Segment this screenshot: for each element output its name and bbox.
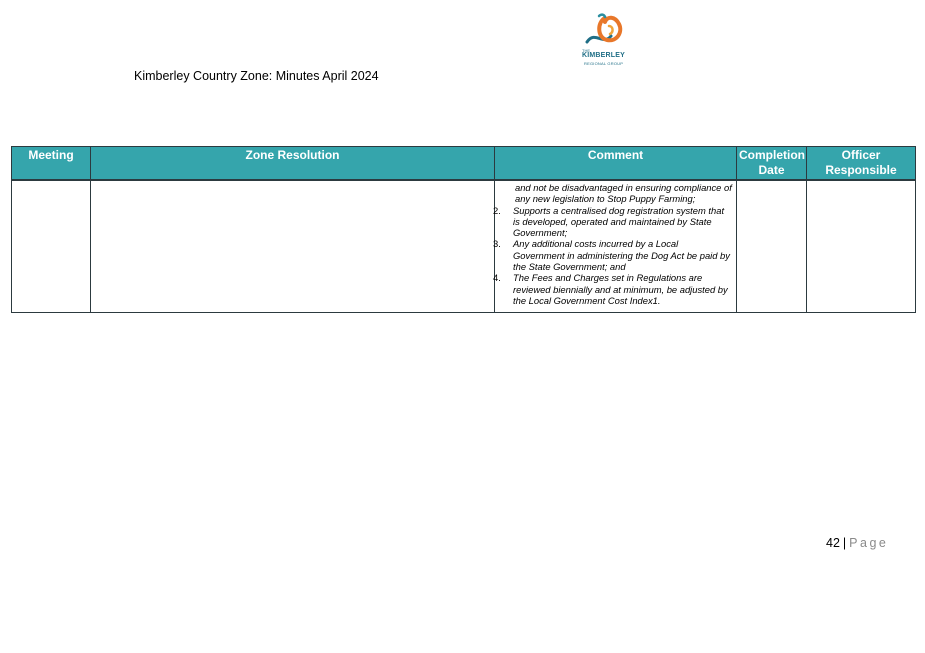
page-footer [826, 536, 888, 550]
comment-list-item [495, 205, 732, 239]
column-header-comment: Comment [495, 147, 737, 181]
minutes-table [11, 146, 916, 313]
column-header-officer-responsible: Officer Responsible [807, 147, 916, 181]
comment-list-item [495, 238, 732, 272]
logo-name: KIMBERLEY [582, 52, 626, 59]
comment-continuation: and not be disadvantaged in ensuring compliance of any new legislation to Stop Puppy Farming; [515, 182, 732, 205]
logo-small-text: THE [582, 48, 590, 53]
list-item-text: Supports a centralised dog registration system that is developed, operated and maintained by State Government; [513, 204, 725, 239]
cell-officer-responsible [807, 180, 916, 313]
list-item-number: 2. [493, 204, 501, 216]
column-header-zone-resolution: Zone Resolution [91, 147, 495, 181]
page-separator: | [842, 536, 847, 550]
cell-comment [495, 180, 737, 313]
comment-list-item [495, 272, 732, 306]
kimberley-regional-group-logo [578, 12, 632, 68]
cell-zone-resolution [91, 180, 495, 313]
list-item-text: The Fees and Charges set in Regulations are reviewed biennially and at minimum, be adjusted by the Local Government Cost Index1. [513, 272, 728, 306]
cell-completion-date [737, 180, 807, 313]
page-number: 42 [826, 536, 840, 550]
logo-subtitle: REGIONAL GROUP [584, 61, 624, 66]
table-header-row [12, 147, 916, 181]
logo-mark-icon [583, 12, 629, 50]
cell-meeting [12, 180, 91, 313]
page-word: Page [849, 536, 889, 550]
list-item-number: 4. [493, 272, 501, 284]
list-item-number: 3. [493, 238, 501, 250]
column-header-meeting: Meeting [12, 147, 91, 181]
list-item-text: Any additional costs incurred by a Local Government in administering the Dog Act be paid by the State Government; and [513, 238, 730, 273]
column-header-completion-date: Completion Date [737, 147, 807, 181]
table-row [12, 180, 916, 313]
document-title: Kimberley Country Zone: Minutes April 2024 [134, 69, 379, 83]
comment-text [495, 181, 736, 306]
